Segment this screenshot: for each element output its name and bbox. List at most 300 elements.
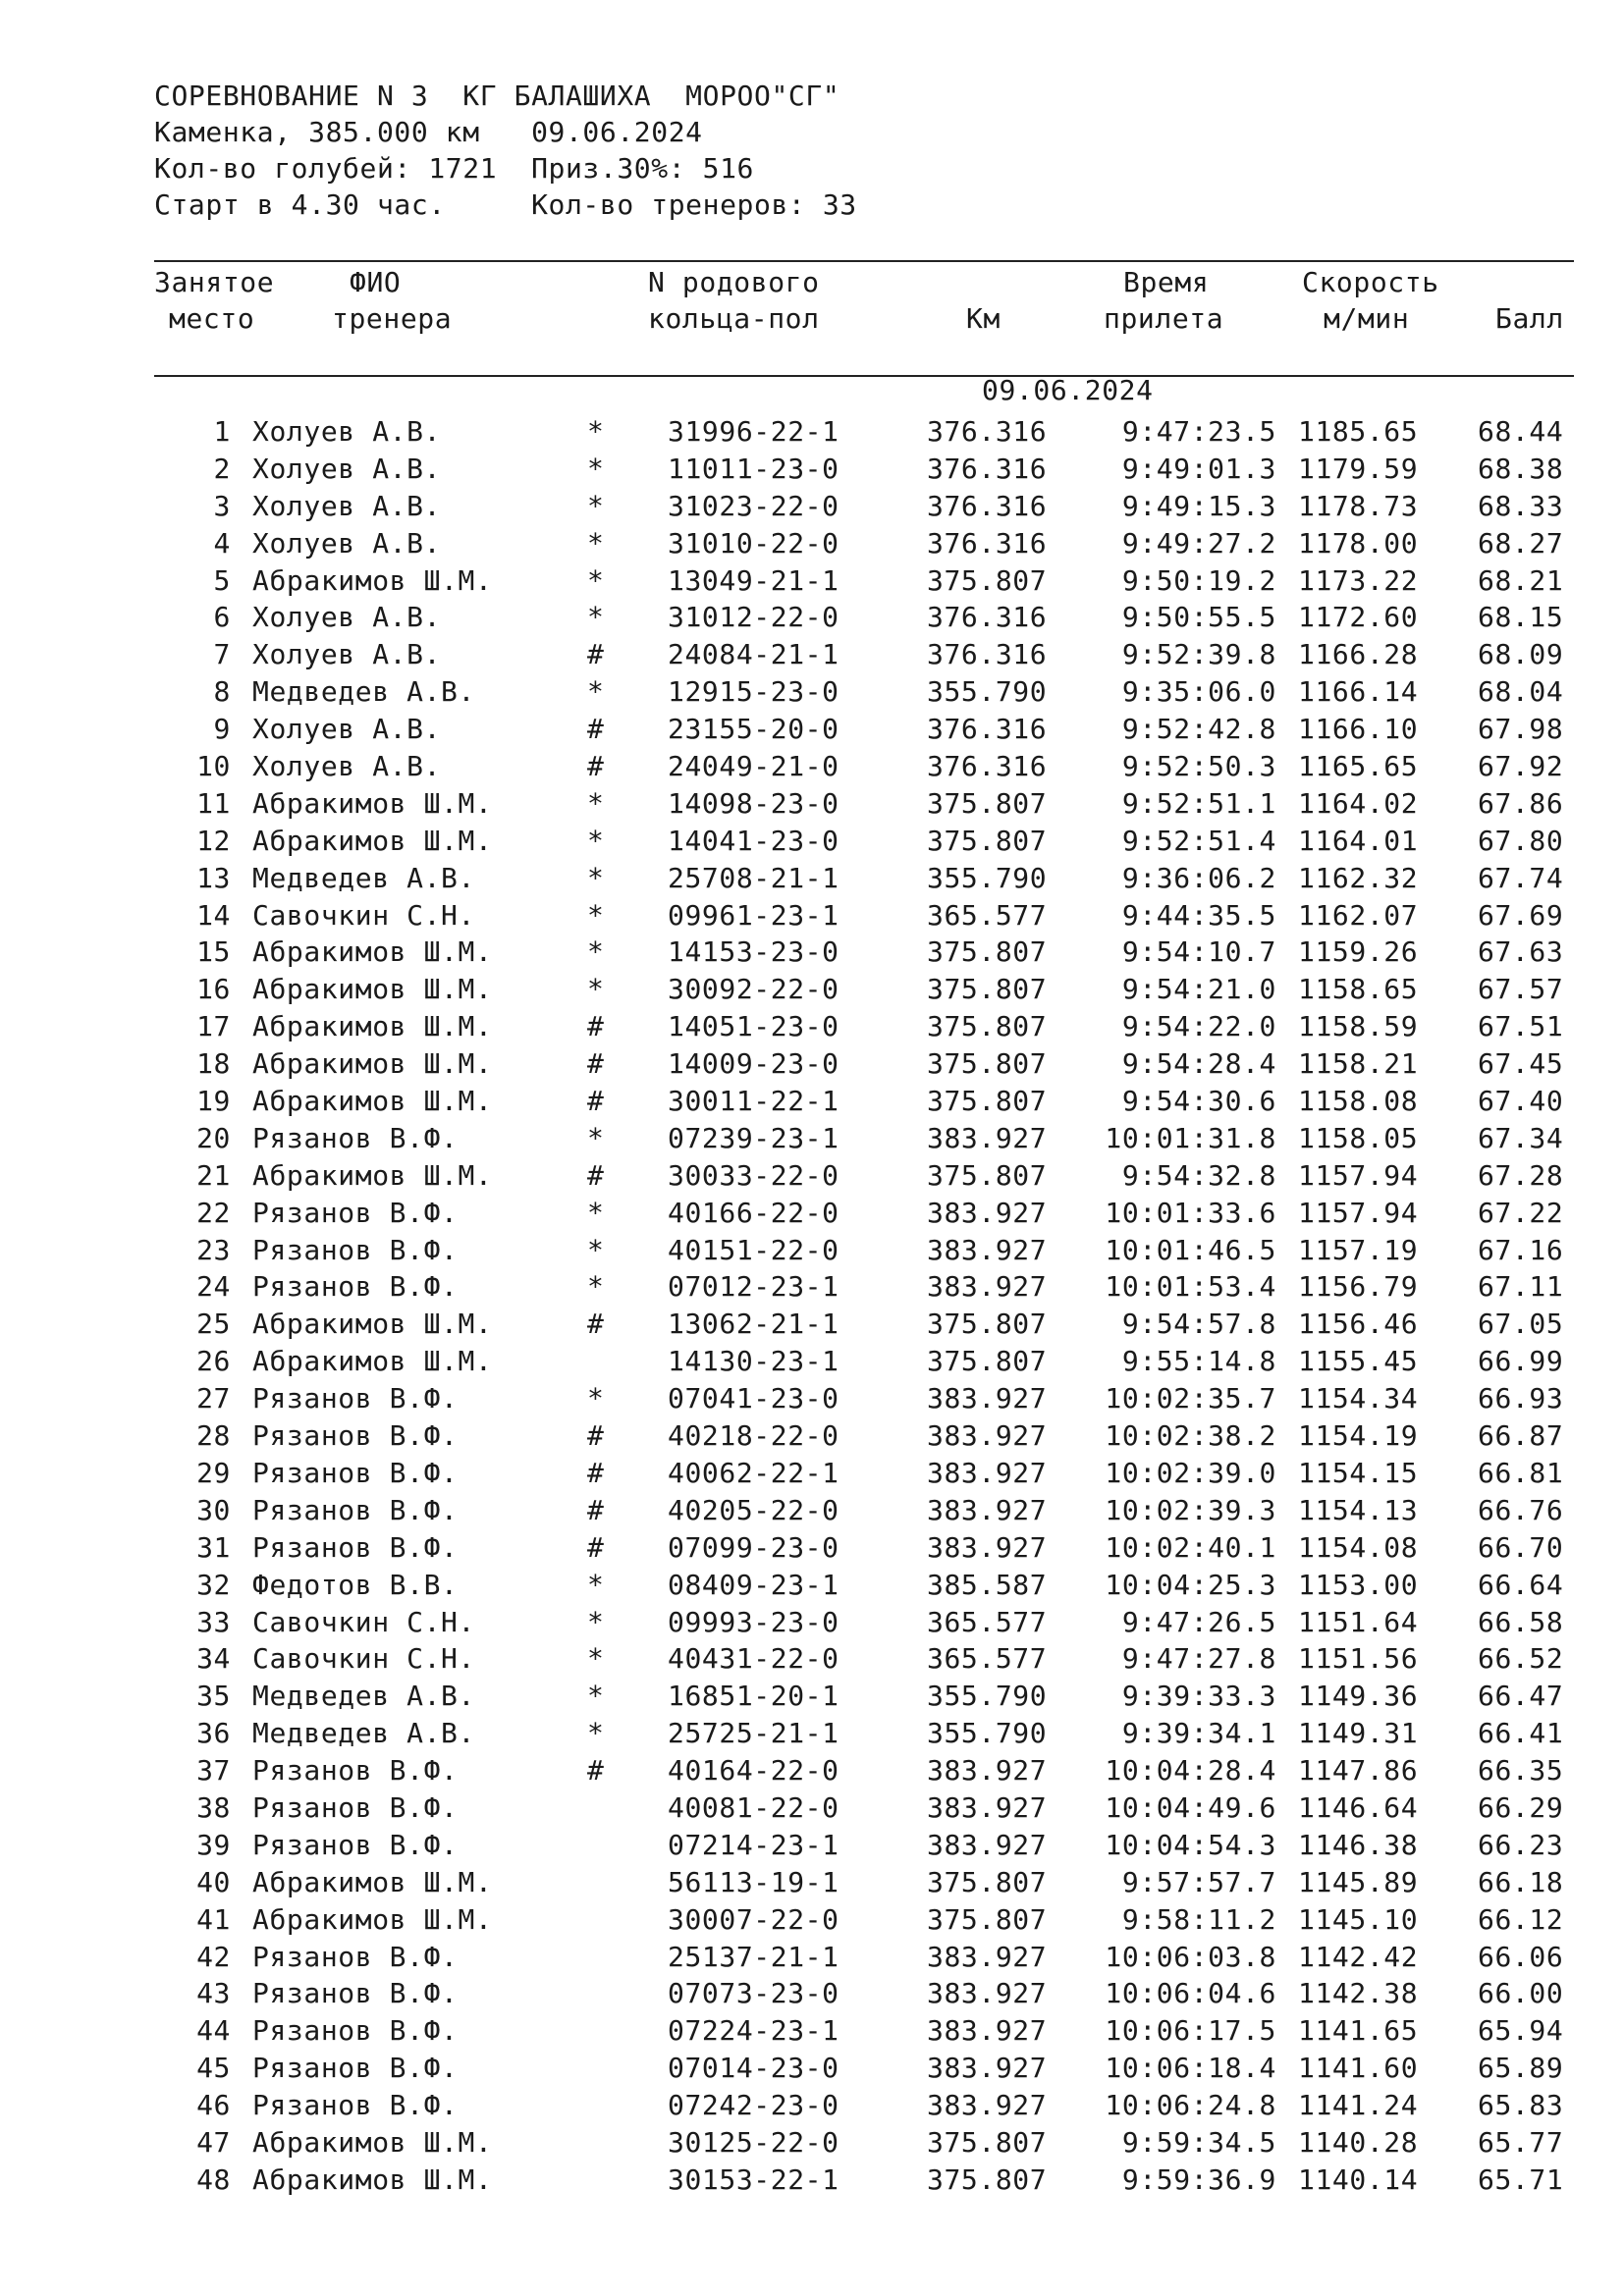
table-row xyxy=(0,711,1624,748)
score-cell: 68.09 xyxy=(1478,638,1564,671)
speed-cell: 1165.65 xyxy=(1298,750,1419,783)
place-cell: 15 xyxy=(196,935,231,969)
place-cell: 17 xyxy=(196,1010,231,1043)
score-cell: 66.23 xyxy=(1478,1828,1564,1861)
ring-number-cell: 56113-19-1 xyxy=(668,1865,839,1898)
table-row xyxy=(0,562,1624,600)
score-cell: 67.74 xyxy=(1478,861,1564,894)
arrival-time-cell: 9:52:50.3 xyxy=(1121,750,1276,783)
place-cell: 5 xyxy=(213,563,231,597)
score-cell: 67.28 xyxy=(1478,1158,1564,1192)
distance-cell: 383.927 xyxy=(927,2089,1048,2122)
place-cell: 23 xyxy=(196,1233,231,1266)
table-row xyxy=(0,413,1624,451)
speed-cell: 1178.00 xyxy=(1298,526,1419,560)
mark-cell: * xyxy=(587,489,605,522)
mark-cell: * xyxy=(587,861,605,894)
table-row xyxy=(0,1157,1624,1195)
place-cell: 40 xyxy=(196,1865,231,1898)
mark-cell: * xyxy=(587,786,605,820)
table-row xyxy=(0,1232,1624,1269)
trainer-name-cell: Холуев А.В. xyxy=(252,750,442,783)
header-top-rule xyxy=(154,260,1574,262)
table-row xyxy=(0,1380,1624,1417)
arrival-time-cell: 10:04:25.3 xyxy=(1105,1568,1276,1601)
arrival-time-cell: 9:49:01.3 xyxy=(1121,452,1276,485)
date-separator: 09.06.2024 xyxy=(982,374,1154,406)
table-row xyxy=(0,1083,1624,1120)
ring-number-cell: 30011-22-1 xyxy=(668,1085,839,1118)
place-cell: 37 xyxy=(196,1754,231,1788)
arrival-time-cell: 9:36:06.2 xyxy=(1121,861,1276,894)
table-row xyxy=(0,1343,1624,1380)
score-cell: 67.34 xyxy=(1478,1121,1564,1154)
arrival-time-cell: 10:06:03.8 xyxy=(1105,1940,1276,1973)
distance-cell: 383.927 xyxy=(927,1419,1048,1453)
arrival-time-cell: 10:02:39.3 xyxy=(1105,1493,1276,1526)
ring-number-cell: 40164-22-0 xyxy=(668,1754,839,1788)
table-row xyxy=(0,1120,1624,1157)
distance-cell: 375.807 xyxy=(927,1047,1048,1081)
place-cell: 8 xyxy=(213,675,231,709)
place-cell: 7 xyxy=(213,638,231,671)
place-cell: 29 xyxy=(196,1456,231,1489)
mark-cell: * xyxy=(587,415,605,448)
ring-number-cell: 07224-23-1 xyxy=(668,2014,839,2048)
speed-cell: 1149.36 xyxy=(1298,1680,1419,1713)
place-cell: 4 xyxy=(213,526,231,560)
arrival-time-cell: 10:04:28.4 xyxy=(1105,1754,1276,1788)
trainer-name-cell: Медведев А.В. xyxy=(252,861,475,894)
col-place-label-1: Занятое xyxy=(154,266,275,298)
speed-cell: 1159.26 xyxy=(1298,935,1419,969)
speed-cell: 1157.19 xyxy=(1298,1233,1419,1266)
place-cell: 22 xyxy=(196,1196,231,1229)
speed-cell: 1140.14 xyxy=(1298,2163,1419,2196)
place-cell: 46 xyxy=(196,2089,231,2122)
trainer-name-cell: Рязанов В.Ф. xyxy=(252,1977,459,2010)
score-cell: 66.58 xyxy=(1478,1605,1564,1638)
speed-cell: 1154.13 xyxy=(1298,1493,1419,1526)
ring-number-cell: 14153-23-0 xyxy=(668,935,839,969)
speed-cell: 1185.65 xyxy=(1298,415,1419,448)
mark-cell: # xyxy=(587,1754,605,1788)
arrival-time-cell: 10:01:53.4 xyxy=(1105,1270,1276,1304)
place-cell: 35 xyxy=(196,1680,231,1713)
arrival-time-cell: 9:54:10.7 xyxy=(1121,935,1276,969)
trainer-name-cell: Рязанов В.Ф. xyxy=(252,1270,459,1304)
arrival-time-cell: 10:04:49.6 xyxy=(1105,1790,1276,1824)
table-row xyxy=(0,1752,1624,1789)
distance-cell: 376.316 xyxy=(927,601,1048,634)
distance-cell: 355.790 xyxy=(927,675,1048,709)
mark-cell: # xyxy=(587,750,605,783)
arrival-time-cell: 10:02:38.2 xyxy=(1105,1419,1276,1453)
ring-number-cell: 31996-22-1 xyxy=(668,415,839,448)
table-row xyxy=(0,1604,1624,1641)
distance-cell: 383.927 xyxy=(927,1121,1048,1154)
table-row xyxy=(0,2012,1624,2050)
trainer-name-cell: Холуев А.В. xyxy=(252,526,442,560)
col-km-label: Км xyxy=(966,302,1001,335)
speed-cell: 1141.24 xyxy=(1298,2089,1419,2122)
ring-number-cell: 11011-23-0 xyxy=(668,452,839,485)
speed-cell: 1158.21 xyxy=(1298,1047,1419,1081)
score-cell: 67.86 xyxy=(1478,786,1564,820)
distance-cell: 375.807 xyxy=(927,2163,1048,2196)
ring-number-cell: 31023-22-0 xyxy=(668,489,839,522)
distance-cell: 375.807 xyxy=(927,1308,1048,1341)
distance-cell: 376.316 xyxy=(927,415,1048,448)
table-row xyxy=(0,1678,1624,1715)
speed-cell: 1172.60 xyxy=(1298,601,1419,634)
table-row xyxy=(0,599,1624,636)
score-cell: 67.05 xyxy=(1478,1308,1564,1341)
ring-number-cell: 25725-21-1 xyxy=(668,1717,839,1750)
place-cell: 42 xyxy=(196,1940,231,1973)
distance-cell: 383.927 xyxy=(927,1196,1048,1229)
distance-cell: 375.807 xyxy=(927,2125,1048,2159)
ring-number-cell: 30153-22-1 xyxy=(668,2163,839,2196)
score-cell: 66.99 xyxy=(1478,1345,1564,1378)
score-cell: 66.52 xyxy=(1478,1642,1564,1676)
trainer-name-cell: Рязанов В.Ф. xyxy=(252,1493,459,1526)
arrival-time-cell: 10:06:18.4 xyxy=(1105,2052,1276,2085)
table-row xyxy=(0,1492,1624,1529)
arrival-time-cell: 9:54:22.0 xyxy=(1121,1010,1276,1043)
place-cell: 31 xyxy=(196,1530,231,1564)
trainer-name-cell: Абракимов Ш.М. xyxy=(252,2125,493,2159)
place-cell: 45 xyxy=(196,2052,231,2085)
col-ring-label-1: N родового xyxy=(648,266,820,298)
trainer-name-cell: Абракимов Ш.М. xyxy=(252,1085,493,1118)
mark-cell: # xyxy=(587,1085,605,1118)
distance-cell: 375.807 xyxy=(927,935,1048,969)
distance-cell: 376.316 xyxy=(927,638,1048,671)
distance-cell: 383.927 xyxy=(927,1977,1048,2010)
mark-cell: * xyxy=(587,935,605,969)
score-cell: 65.83 xyxy=(1478,2089,1564,2122)
arrival-time-cell: 9:47:27.8 xyxy=(1121,1642,1276,1676)
trainer-name-cell: Абракимов Ш.М. xyxy=(252,2163,493,2196)
score-cell: 66.70 xyxy=(1478,1530,1564,1564)
trainer-name-cell: Абракимов Ш.М. xyxy=(252,1902,493,1936)
col-ball-label: Балл xyxy=(1495,302,1564,335)
ring-number-cell: 40205-22-0 xyxy=(668,1493,839,1526)
place-cell: 41 xyxy=(196,1902,231,1936)
speed-cell: 1166.10 xyxy=(1298,713,1419,746)
mark-cell: * xyxy=(587,973,605,1006)
score-cell: 66.35 xyxy=(1478,1754,1564,1788)
place-cell: 1 xyxy=(213,415,231,448)
score-cell: 66.41 xyxy=(1478,1717,1564,1750)
distance-cell: 375.807 xyxy=(927,1902,1048,1936)
ring-number-cell: 30092-22-0 xyxy=(668,973,839,1006)
mark-cell: # xyxy=(587,1530,605,1564)
place-cell: 20 xyxy=(196,1121,231,1154)
score-cell: 66.81 xyxy=(1478,1456,1564,1489)
place-cell: 26 xyxy=(196,1345,231,1378)
ring-number-cell: 07239-23-1 xyxy=(668,1121,839,1154)
arrival-time-cell: 10:01:31.8 xyxy=(1105,1121,1276,1154)
trainer-name-cell: Абракимов Ш.М. xyxy=(252,824,493,857)
speed-cell: 1157.94 xyxy=(1298,1196,1419,1229)
trainer-name-cell: Абракимов Ш.М. xyxy=(252,1158,493,1192)
mark-cell: * xyxy=(587,1568,605,1601)
ring-number-cell: 13062-21-1 xyxy=(668,1308,839,1341)
mark-cell: * xyxy=(587,526,605,560)
speed-cell: 1156.46 xyxy=(1298,1308,1419,1341)
mark-cell: # xyxy=(587,1456,605,1489)
trainer-name-cell: Рязанов В.Ф. xyxy=(252,2014,459,2048)
trainer-name-cell: Рязанов В.Ф. xyxy=(252,1419,459,1453)
place-cell: 19 xyxy=(196,1085,231,1118)
table-row xyxy=(0,2087,1624,2124)
distance-cell: 385.587 xyxy=(927,1568,1048,1601)
distance-cell: 383.927 xyxy=(927,1456,1048,1489)
trainer-name-cell: Абракимов Ш.М. xyxy=(252,1345,493,1378)
distance-cell: 375.807 xyxy=(927,1010,1048,1043)
trainer-name-cell: Абракимов Ш.М. xyxy=(252,973,493,1006)
speed-cell: 1147.86 xyxy=(1298,1754,1419,1788)
speed-cell: 1140.28 xyxy=(1298,2125,1419,2159)
arrival-time-cell: 9:52:42.8 xyxy=(1121,713,1276,746)
arrival-time-cell: 10:02:35.7 xyxy=(1105,1382,1276,1415)
trainer-name-cell: Абракимов Ш.М. xyxy=(252,786,493,820)
mark-cell: # xyxy=(587,1010,605,1043)
table-row xyxy=(0,2162,1624,2199)
mark-cell: * xyxy=(587,1270,605,1304)
distance-cell: 383.927 xyxy=(927,1382,1048,1415)
table-row xyxy=(0,673,1624,711)
pigeon-count: Кол-во голубей: 1721 Приз.30%: 516 xyxy=(154,152,755,185)
distance-cell: 383.927 xyxy=(927,1270,1048,1304)
arrival-time-cell: 9:39:34.1 xyxy=(1121,1717,1276,1750)
speed-cell: 1155.45 xyxy=(1298,1345,1419,1378)
table-row xyxy=(0,1827,1624,1864)
place-cell: 39 xyxy=(196,1828,231,1861)
trainer-name-cell: Холуев А.В. xyxy=(252,601,442,634)
table-row xyxy=(0,525,1624,562)
ring-number-cell: 14009-23-0 xyxy=(668,1047,839,1081)
mark-cell: * xyxy=(587,1642,605,1676)
ring-number-cell: 16851-20-1 xyxy=(668,1680,839,1713)
arrival-time-cell: 9:52:39.8 xyxy=(1121,638,1276,671)
distance-cell: 355.790 xyxy=(927,1680,1048,1713)
competition-title: СОРЕВНОВАНИЕ N 3 КГ БАЛАШИХА МОРОО"СГ" xyxy=(154,80,840,112)
distance-cell: 375.807 xyxy=(927,563,1048,597)
mark-cell: * xyxy=(587,1196,605,1229)
col-name-label-1: ФИО xyxy=(350,266,402,298)
score-cell: 66.47 xyxy=(1478,1680,1564,1713)
speed-cell: 1154.08 xyxy=(1298,1530,1419,1564)
table-row xyxy=(0,1939,1624,1976)
distance-cell: 383.927 xyxy=(927,1790,1048,1824)
distance-cell: 383.927 xyxy=(927,1940,1048,1973)
arrival-time-cell: 9:49:27.2 xyxy=(1121,526,1276,560)
score-cell: 67.51 xyxy=(1478,1010,1564,1043)
score-cell: 65.94 xyxy=(1478,2014,1564,2048)
place-cell: 48 xyxy=(196,2163,231,2196)
score-cell: 66.87 xyxy=(1478,1419,1564,1453)
trainer-name-cell: Медведев А.В. xyxy=(252,1680,475,1713)
trainer-name-cell: Медведев А.В. xyxy=(252,675,475,709)
trainer-name-cell: Медведев А.В. xyxy=(252,1717,475,1750)
speed-cell: 1141.65 xyxy=(1298,2014,1419,2048)
trainer-name-cell: Абракимов Ш.М. xyxy=(252,1047,493,1081)
score-cell: 67.80 xyxy=(1478,824,1564,857)
ring-number-cell: 25137-21-1 xyxy=(668,1940,839,1973)
ring-number-cell: 09993-23-0 xyxy=(668,1605,839,1638)
mark-cell: # xyxy=(587,1419,605,1453)
mark-cell: * xyxy=(587,1605,605,1638)
speed-cell: 1164.01 xyxy=(1298,824,1419,857)
table-row xyxy=(0,897,1624,934)
speed-cell: 1154.19 xyxy=(1298,1419,1419,1453)
speed-cell: 1157.94 xyxy=(1298,1158,1419,1192)
distance-cell: 383.927 xyxy=(927,1530,1048,1564)
place-cell: 33 xyxy=(196,1605,231,1638)
arrival-time-cell: 9:35:06.0 xyxy=(1121,675,1276,709)
place-cell: 2 xyxy=(213,452,231,485)
distance-cell: 355.790 xyxy=(927,861,1048,894)
score-cell: 68.04 xyxy=(1478,675,1564,709)
score-cell: 66.18 xyxy=(1478,1865,1564,1898)
mark-cell: * xyxy=(587,898,605,932)
place-cell: 44 xyxy=(196,2014,231,2048)
results-table xyxy=(0,413,1624,2199)
arrival-time-cell: 10:06:04.6 xyxy=(1105,1977,1276,2010)
score-cell: 66.06 xyxy=(1478,1940,1564,1973)
trainer-name-cell: Рязанов В.Ф. xyxy=(252,1382,459,1415)
place-cell: 16 xyxy=(196,973,231,1006)
table-row xyxy=(0,1715,1624,1752)
score-cell: 67.92 xyxy=(1478,750,1564,783)
arrival-time-cell: 9:54:21.0 xyxy=(1121,973,1276,1006)
ring-number-cell: 40166-22-0 xyxy=(668,1196,839,1229)
place-cell: 30 xyxy=(196,1493,231,1526)
score-cell: 67.98 xyxy=(1478,713,1564,746)
table-row xyxy=(0,823,1624,860)
arrival-time-cell: 10:02:39.0 xyxy=(1105,1456,1276,1489)
col-ring-label-2: кольца-пол xyxy=(648,302,820,335)
place-cell: 36 xyxy=(196,1717,231,1750)
score-cell: 67.57 xyxy=(1478,973,1564,1006)
table-row xyxy=(0,1268,1624,1306)
speed-cell: 1145.10 xyxy=(1298,1902,1419,1936)
ring-number-cell: 40431-22-0 xyxy=(668,1642,839,1676)
speed-cell: 1178.73 xyxy=(1298,489,1419,522)
start-info: Старт в 4.30 час. Кол-во тренеров: 33 xyxy=(154,188,857,221)
mark-cell: * xyxy=(587,452,605,485)
arrival-time-cell: 10:04:54.3 xyxy=(1105,1828,1276,1861)
ring-number-cell: 40081-22-0 xyxy=(668,1790,839,1824)
score-cell: 66.12 xyxy=(1478,1902,1564,1936)
speed-cell: 1154.34 xyxy=(1298,1382,1419,1415)
col-time-label-2: прилета xyxy=(1104,302,1224,335)
arrival-time-cell: 9:39:33.3 xyxy=(1121,1680,1276,1713)
score-cell: 66.76 xyxy=(1478,1493,1564,1526)
trainer-name-cell: Рязанов В.Ф. xyxy=(252,1828,459,1861)
mark-cell: * xyxy=(587,1717,605,1750)
mark-cell: # xyxy=(587,1308,605,1341)
table-row xyxy=(0,2050,1624,2087)
speed-cell: 1146.38 xyxy=(1298,1828,1419,1861)
ring-number-cell: 07099-23-0 xyxy=(668,1530,839,1564)
header-bottom-rule xyxy=(154,375,1574,377)
mark-cell: * xyxy=(587,1382,605,1415)
ring-number-cell: 31012-22-0 xyxy=(668,601,839,634)
mark-cell: # xyxy=(587,713,605,746)
place-cell: 27 xyxy=(196,1382,231,1415)
speed-cell: 1142.38 xyxy=(1298,1977,1419,2010)
ring-number-cell: 14051-23-0 xyxy=(668,1010,839,1043)
ring-number-cell: 07242-23-0 xyxy=(668,2089,839,2122)
distance-cell: 383.927 xyxy=(927,1754,1048,1788)
speed-cell: 1162.32 xyxy=(1298,861,1419,894)
table-row xyxy=(0,934,1624,971)
trainer-name-cell: Рязанов В.Ф. xyxy=(252,1530,459,1564)
score-cell: 67.22 xyxy=(1478,1196,1564,1229)
place-cell: 34 xyxy=(196,1642,231,1676)
place-cell: 13 xyxy=(196,861,231,894)
score-cell: 66.29 xyxy=(1478,1790,1564,1824)
table-row xyxy=(0,1789,1624,1827)
arrival-time-cell: 9:52:51.4 xyxy=(1121,824,1276,857)
mark-cell: * xyxy=(587,1680,605,1713)
speed-cell: 1162.07 xyxy=(1298,898,1419,932)
trainer-name-cell: Холуев А.В. xyxy=(252,638,442,671)
speed-cell: 1151.56 xyxy=(1298,1642,1419,1676)
mark-cell: # xyxy=(587,1158,605,1192)
arrival-time-cell: 9:58:11.2 xyxy=(1121,1902,1276,1936)
table-row xyxy=(0,1640,1624,1678)
speed-cell: 1151.64 xyxy=(1298,1605,1419,1638)
place-cell: 3 xyxy=(213,489,231,522)
score-cell: 67.40 xyxy=(1478,1085,1564,1118)
distance-cell: 383.927 xyxy=(927,2014,1048,2048)
speed-cell: 1146.64 xyxy=(1298,1790,1419,1824)
distance-cell: 376.316 xyxy=(927,489,1048,522)
place-cell: 14 xyxy=(196,898,231,932)
ring-number-cell: 30033-22-0 xyxy=(668,1158,839,1192)
table-row xyxy=(0,2124,1624,2162)
distance-cell: 383.927 xyxy=(927,1828,1048,1861)
ring-number-cell: 07041-23-0 xyxy=(668,1382,839,1415)
trainer-name-cell: Рязанов В.Ф. xyxy=(252,1790,459,1824)
score-cell: 68.21 xyxy=(1478,563,1564,597)
trainer-name-cell: Рязанов В.Ф. xyxy=(252,1754,459,1788)
place-cell: 11 xyxy=(196,786,231,820)
mark-cell: # xyxy=(587,1047,605,1081)
distance-cell: 375.807 xyxy=(927,824,1048,857)
speed-cell: 1166.14 xyxy=(1298,675,1419,709)
ring-number-cell: 40218-22-0 xyxy=(668,1419,839,1453)
table-row xyxy=(0,1455,1624,1492)
place-cell: 18 xyxy=(196,1047,231,1081)
arrival-time-cell: 9:59:36.9 xyxy=(1121,2163,1276,2196)
trainer-name-cell: Абракимов Ш.М. xyxy=(252,1010,493,1043)
score-cell: 66.00 xyxy=(1478,1977,1564,2010)
arrival-time-cell: 9:57:57.7 xyxy=(1121,1865,1276,1898)
ring-number-cell: 07073-23-0 xyxy=(668,1977,839,2010)
score-cell: 65.77 xyxy=(1478,2125,1564,2159)
ring-number-cell: 40062-22-1 xyxy=(668,1456,839,1489)
arrival-time-cell: 9:52:51.1 xyxy=(1121,786,1276,820)
ring-number-cell: 30125-22-0 xyxy=(668,2125,839,2159)
arrival-time-cell: 9:47:23.5 xyxy=(1121,415,1276,448)
speed-cell: 1166.28 xyxy=(1298,638,1419,671)
